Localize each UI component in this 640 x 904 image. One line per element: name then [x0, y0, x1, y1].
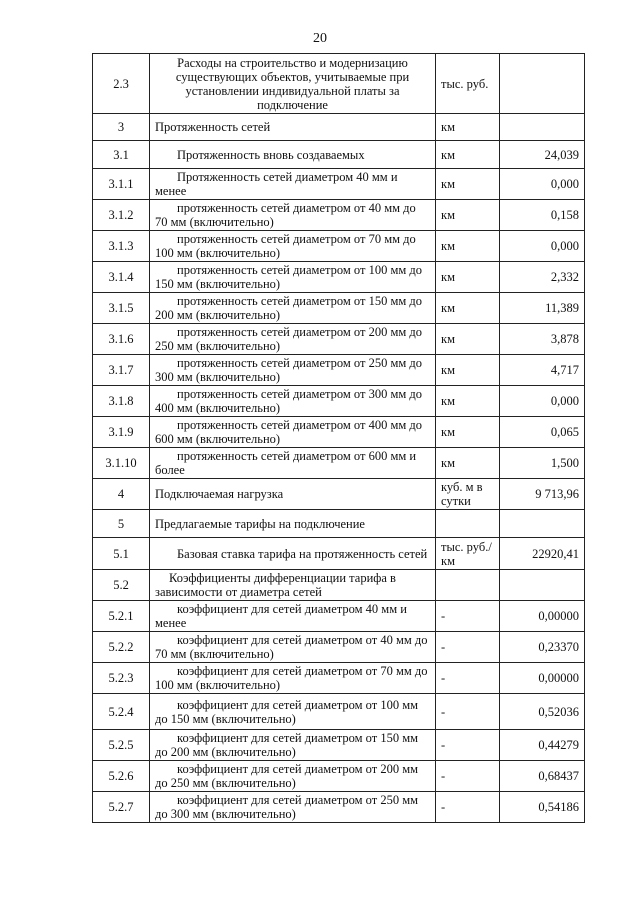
row-value-cell: 0,52036	[500, 694, 585, 730]
row-number-cell: 3.1.5	[93, 293, 150, 324]
row-number-cell: 3.1.3	[93, 231, 150, 262]
table-row	[93, 479, 585, 510]
row-number-cell: 3.1.1	[93, 169, 150, 200]
row-description-cell: протяженность сетей диаметром от 100 мм до 150 мм (включительно)	[150, 262, 436, 293]
row-number-cell: 5.2.2	[93, 632, 150, 663]
row-value-cell: 2,332	[500, 262, 585, 293]
row-value-cell: 9 713,96	[500, 479, 585, 510]
table-row	[93, 417, 585, 448]
table-row	[93, 324, 585, 355]
row-value-cell: 22920,41	[500, 538, 585, 570]
row-number-cell: 3.1.9	[93, 417, 150, 448]
table-row	[93, 293, 585, 324]
row-description-cell: протяженность сетей диаметром от 250 мм до 300 мм (включительно)	[150, 355, 436, 386]
row-description-cell: коэффициент для сетей диаметром от 70 мм до 100 мм (включительно)	[150, 663, 436, 694]
row-unit-cell: -	[436, 792, 500, 823]
table-row	[93, 54, 585, 114]
row-number-cell: 3	[93, 114, 150, 141]
row-unit-cell: -	[436, 601, 500, 632]
row-unit-cell: км	[436, 386, 500, 417]
row-unit-cell: тыс. руб./км	[436, 538, 500, 570]
row-value-cell: 0,54186	[500, 792, 585, 823]
row-unit-cell: км	[436, 293, 500, 324]
row-description-cell: коэффициент для сетей диаметром от 250 мм до 300 мм (включительно)	[150, 792, 436, 823]
row-description-cell: коэффициент для сетей диаметром от 200 мм до 250 мм (включительно)	[150, 761, 436, 792]
row-number-cell: 5.2.6	[93, 761, 150, 792]
row-unit-cell: -	[436, 632, 500, 663]
row-value-cell: 0,68437	[500, 761, 585, 792]
table-body	[93, 54, 585, 823]
row-value-cell	[500, 570, 585, 601]
row-value-cell: 0,44279	[500, 730, 585, 761]
row-unit-cell: куб. м в сутки	[436, 479, 500, 510]
table-row	[93, 761, 585, 792]
row-number-cell: 3.1.2	[93, 200, 150, 231]
row-unit-cell: км	[436, 448, 500, 479]
row-value-cell: 3,878	[500, 324, 585, 355]
row-value-cell: 0,158	[500, 200, 585, 231]
table-row	[93, 792, 585, 823]
row-description-cell: протяженность сетей диаметром от 150 мм до 200 мм (включительно)	[150, 293, 436, 324]
row-number-cell: 5.2	[93, 570, 150, 601]
row-value-cell: 0,00000	[500, 601, 585, 632]
row-description-cell: Расходы на строительство и модернизацию существующих объектов, учитываемые при установлении индивидуальной платы за подключение	[150, 54, 436, 114]
row-number-cell: 3.1.7	[93, 355, 150, 386]
row-value-cell: 4,717	[500, 355, 585, 386]
row-value-cell: 0,065	[500, 417, 585, 448]
row-number-cell: 2.3	[93, 54, 150, 114]
table-row	[93, 200, 585, 231]
tariff-table	[92, 53, 585, 823]
row-unit-cell: км	[436, 169, 500, 200]
row-value-cell: 0,23370	[500, 632, 585, 663]
row-number-cell: 5.2.4	[93, 694, 150, 730]
table-row	[93, 510, 585, 538]
row-description-cell: Протяженность вновь создаваемых	[150, 141, 436, 169]
row-unit-cell: км	[436, 141, 500, 169]
table-row	[93, 114, 585, 141]
row-description-cell: коэффициент для сетей диаметром от 100 мм до 150 мм (включительно)	[150, 694, 436, 730]
table-row	[93, 632, 585, 663]
row-value-cell: 0,000	[500, 386, 585, 417]
row-description-cell: Протяженность сетей	[150, 114, 436, 141]
row-number-cell: 3.1	[93, 141, 150, 169]
row-unit-cell: км	[436, 114, 500, 141]
row-number-cell: 3.1.8	[93, 386, 150, 417]
row-number-cell: 3.1.4	[93, 262, 150, 293]
row-number-cell: 5	[93, 510, 150, 538]
row-unit-cell: -	[436, 694, 500, 730]
table-row	[93, 663, 585, 694]
row-unit-cell: км	[436, 417, 500, 448]
row-unit-cell	[436, 570, 500, 601]
row-description-cell: Базовая ставка тарифа на протяженность сетей	[150, 538, 436, 570]
table-row	[93, 231, 585, 262]
row-unit-cell: -	[436, 761, 500, 792]
row-number-cell: 5.1	[93, 538, 150, 570]
row-description-cell: протяженность сетей диаметром от 300 мм до 400 мм (включительно)	[150, 386, 436, 417]
row-description-cell: коэффициент для сетей диаметром от 150 мм до 200 мм (включительно)	[150, 730, 436, 761]
row-description-cell: протяженность сетей диаметром от 200 мм до 250 мм (включительно)	[150, 324, 436, 355]
table-row	[93, 386, 585, 417]
row-number-cell: 5.2.5	[93, 730, 150, 761]
row-unit-cell: -	[436, 663, 500, 694]
table-row	[93, 538, 585, 570]
row-unit-cell: км	[436, 231, 500, 262]
row-number-cell: 5.2.1	[93, 601, 150, 632]
row-description-cell: Предлагаемые тарифы на подключение	[150, 510, 436, 538]
row-unit-cell: -	[436, 730, 500, 761]
row-number-cell: 4	[93, 479, 150, 510]
table-row	[93, 570, 585, 601]
row-description-cell: коэффициент для сетей диаметром от 40 мм до 70 мм (включительно)	[150, 632, 436, 663]
row-number-cell: 5.2.3	[93, 663, 150, 694]
row-number-cell: 3.1.6	[93, 324, 150, 355]
page-number: 20	[313, 31, 327, 46]
row-description-cell: Коэффициенты дифференциации тарифа в зависимости от диаметра сетей	[150, 570, 436, 601]
row-number-cell: 3.1.10	[93, 448, 150, 479]
row-unit-cell: км	[436, 324, 500, 355]
table-row	[93, 694, 585, 730]
row-value-cell: 0,000	[500, 231, 585, 262]
row-unit-cell: тыс. руб.	[436, 54, 500, 114]
row-value-cell	[500, 510, 585, 538]
row-value-cell: 0,00000	[500, 663, 585, 694]
row-value-cell	[500, 54, 585, 114]
table-row	[93, 355, 585, 386]
row-value-cell	[500, 114, 585, 141]
row-unit-cell	[436, 510, 500, 538]
row-unit-cell: км	[436, 262, 500, 293]
table-row	[93, 169, 585, 200]
row-description-cell: коэффициент для сетей диаметром 40 мм и менее	[150, 601, 436, 632]
table-row	[93, 141, 585, 169]
row-unit-cell: км	[436, 355, 500, 386]
row-unit-cell: км	[436, 200, 500, 231]
row-value-cell: 0,000	[500, 169, 585, 200]
row-description-cell: Подключаемая нагрузка	[150, 479, 436, 510]
table-row	[93, 262, 585, 293]
row-description-cell: протяженность сетей диаметром от 70 мм до 100 мм (включительно)	[150, 231, 436, 262]
row-description-cell: протяженность сетей диаметром от 40 мм до 70 мм (включительно)	[150, 200, 436, 231]
row-description-cell: Протяженность сетей диаметром 40 мм и менее	[150, 169, 436, 200]
row-value-cell: 11,389	[500, 293, 585, 324]
table-row	[93, 730, 585, 761]
table-row	[93, 448, 585, 479]
table-row	[93, 601, 585, 632]
row-value-cell: 24,039	[500, 141, 585, 169]
row-description-cell: протяженность сетей диаметром от 400 мм до 600 мм (включительно)	[150, 417, 436, 448]
row-value-cell: 1,500	[500, 448, 585, 479]
row-description-cell: протяженность сетей диаметром от 600 мм и более	[150, 448, 436, 479]
row-number-cell: 5.2.7	[93, 792, 150, 823]
